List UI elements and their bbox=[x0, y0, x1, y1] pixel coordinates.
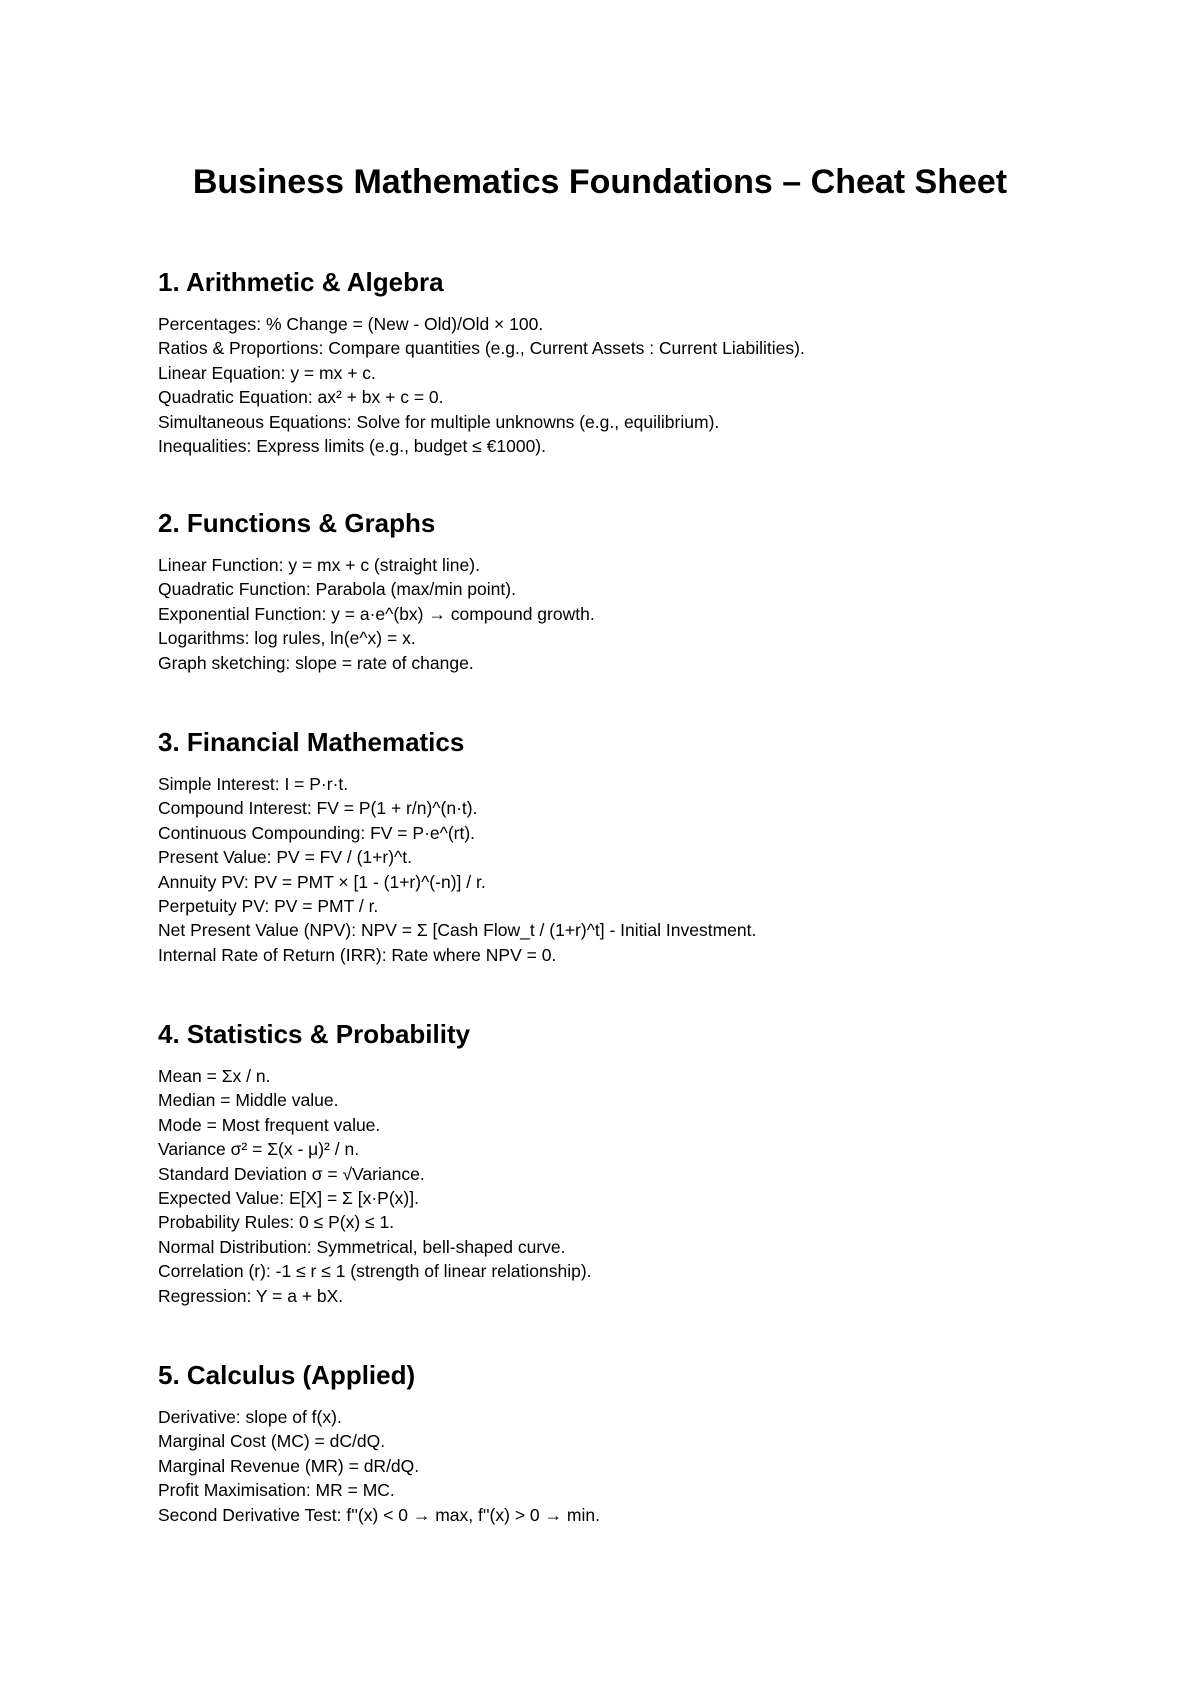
formula-line: Profit Maximisation: MR = MC. bbox=[158, 1480, 395, 1501]
formula-list bbox=[158, 312, 1138, 458]
section-heading: 1. Arithmetic & Algebra bbox=[158, 267, 444, 297]
formula-line: Exponential Function: y = a·e^(bx) → compound growth. bbox=[158, 603, 595, 624]
section-functions-graphs bbox=[158, 505, 1138, 675]
formula-line: Marginal Revenue (MR) = dR/dQ. bbox=[158, 1455, 420, 1476]
formula-list bbox=[158, 553, 1138, 675]
formula-line: Standard Deviation σ = √Variance. bbox=[158, 1163, 425, 1184]
section-arithmetic-algebra bbox=[158, 264, 1138, 458]
formula-line: Inequalities: Express limits (e.g., budget ≤ €1000). bbox=[158, 436, 546, 457]
formula-line: Compound Interest: FV = P(1 + r/n)^(n·t). bbox=[158, 798, 478, 819]
formula-line: Mean = Σx / n. bbox=[158, 1066, 271, 1086]
formula-line: Expected Value: E[X] = Σ [x·P(x)]. bbox=[158, 1188, 419, 1209]
page-title: Business Mathematics Foundations – Cheat Sheet bbox=[192, 163, 1008, 201]
formula-list bbox=[158, 772, 1138, 967]
formula-line: Simple Interest: I = P·r·t. bbox=[158, 774, 349, 794]
formula-line: Continuous Compounding: FV = P·e^(rt). bbox=[158, 822, 476, 843]
formula-line: Variance σ² = Σ(x - μ)² / n. bbox=[158, 1139, 360, 1160]
formula-list bbox=[158, 1405, 1138, 1527]
formula-line: Internal Rate of Return (IRR): Rate where NPV = 0. bbox=[158, 944, 557, 965]
formula-line: Median = Middle value. bbox=[158, 1090, 339, 1111]
section-heading: 5. Calculus (Applied) bbox=[158, 1360, 416, 1390]
formula-line: Simultaneous Equations: Solve for multiple unknowns (e.g., equilibrium). bbox=[158, 411, 720, 432]
formula-line: Present Value: PV = FV / (1+r)^t. bbox=[158, 847, 412, 868]
formula-line: Graph sketching: slope = rate of change. bbox=[158, 652, 474, 673]
formula-line: Probability Rules: 0 ≤ P(x) ≤ 1. bbox=[158, 1212, 395, 1233]
formula-list bbox=[158, 1064, 1138, 1308]
section-heading: 3. Financial Mathematics bbox=[158, 727, 465, 757]
formula-line: Quadratic Function: Parabola (max/min point). bbox=[158, 579, 516, 600]
section-financial-mathematics bbox=[158, 724, 1138, 967]
formula-line: Derivative: slope of f(x). bbox=[158, 1407, 342, 1427]
formula-line: Ratios & Proportions: Compare quantities (e.g., Current Assets : Current Liabilities). bbox=[158, 338, 805, 359]
section-heading: 4. Statistics & Probability bbox=[158, 1019, 471, 1049]
formula-line: Marginal Cost (MC) = dC/dQ. bbox=[158, 1431, 386, 1452]
formula-line: Net Present Value (NPV): NPV = Σ [Cash Flow_t / (1+r)^t] - Initial Investment. bbox=[158, 920, 757, 941]
formula-line: Mode = Most frequent value. bbox=[158, 1114, 381, 1135]
formula-line: Correlation (r): -1 ≤ r ≤ 1 (strength of linear relationship). bbox=[158, 1261, 592, 1282]
formula-line: Normal Distribution: Symmetrical, bell-shaped curve. bbox=[158, 1236, 566, 1257]
section-heading: 2. Functions & Graphs bbox=[158, 508, 436, 538]
formula-line: Linear Function: y = mx + c (straight line). bbox=[158, 555, 480, 575]
formula-line: Quadratic Equation: ax² + bx + c = 0. bbox=[158, 387, 444, 408]
section-statistics-probability bbox=[158, 1016, 1138, 1308]
formula-line: Second Derivative Test: f''(x) < 0 → max, f''(x) > 0 → min. bbox=[158, 1504, 600, 1525]
formula-line: Linear Equation: y = mx + c. bbox=[158, 362, 376, 383]
section-calculus-applied bbox=[158, 1357, 1138, 1527]
formula-line: Perpetuity PV: PV = PMT / r. bbox=[158, 896, 379, 917]
formula-line: Regression: Y = a + bX. bbox=[158, 1285, 344, 1306]
formula-line: Logarithms: log rules, ln(e^x) = x. bbox=[158, 628, 416, 649]
formula-line: Annuity PV: PV = PMT × [1 - (1+r)^(-n)] / r. bbox=[158, 871, 486, 892]
formula-line: Percentages: % Change = (New - Old)/Old × 100. bbox=[158, 314, 544, 334]
